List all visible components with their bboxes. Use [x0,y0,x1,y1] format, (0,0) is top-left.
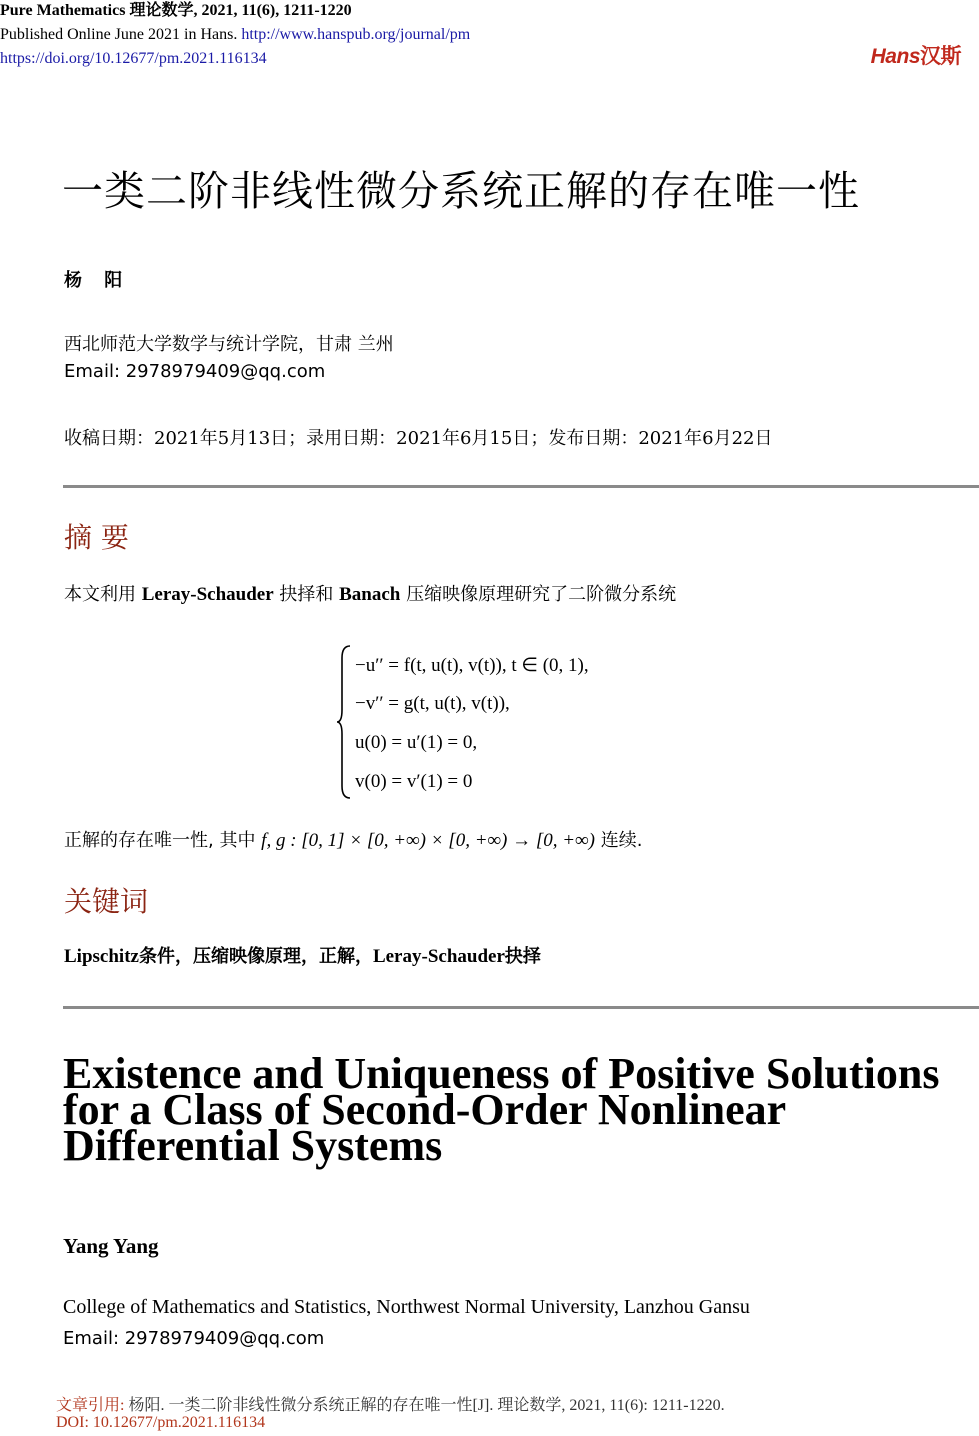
system-brace [336,644,354,800]
doi-link[interactable]: https://doi.org/10.12677/pm.2021.116134 [0,50,267,67]
en-author: Yang Yang [63,1234,159,1258]
citation-line: 文章引用: 杨阳. 一类二阶非线性微分系统正解的存在唯一性[J]. 理论数学, 2021, 11(6): 1211-1220. [56,1397,725,1414]
keywords-heading: 关键词 [64,885,149,918]
en-affiliation: College of Mathematics and Statistics, Northwest Normal University, Lanzhou Gansu [63,1296,750,1318]
doi-line: DOI: 10.12677/pm.2021.116134 [56,1414,266,1431]
en-email: Email: 2978979409@qq.com [63,1328,325,1349]
hans-logo: Hans汉斯 [870,45,961,68]
published-line [0,24,470,46]
equation-1: −u′′ = f(t, u(t), v(t)), t ∈ (0, 1), [355,655,589,676]
cn-author: 杨 阳 [64,270,131,291]
abstract-heading: 摘 要 [64,521,129,554]
cn-dates: 收稿日期：2021年5月13日；录用日期：2021年6月15日；发布日期：2021年6月22日 [64,428,773,449]
journal-link[interactable]: http://www.hanspub.org/journal/pm [241,26,471,43]
published-prefix: Published Online June 2021 in Hans. [0,26,238,43]
equation-4: v(0) = v′(1) = 0 [355,771,473,792]
journal-line: Pure Mathematics 理论数学, 2021, 11(6), 1211-1220 [0,2,352,19]
abstract-intro: 本文利用 Leray-Schauder 抉择和 Banach 压缩映像原理研究了二阶微分系统 [64,584,677,605]
en-title: Existence and Uniqueness of Positive Solutions for a Class of Second-Order Nonlinear Differential Systems [63,1049,940,1170]
equation-2: −v′′ = g(t, u(t), v(t)), [355,693,510,714]
keywords-list: Lipschitz条件，压缩映像原理，正解，Leray-Schauder抉择 [64,946,541,967]
abstract-tail: 正解的存在唯一性, 其中 f, g : [0, 1] × [0, +∞) × [0, +∞) → [0, +∞) 连续. [64,830,643,851]
divider-top [63,485,979,488]
cn-affiliation: 西北师范大学数学与统计学院，甘肃 兰州 [64,334,394,355]
cn-email: Email: 2978979409@qq.com [64,361,326,382]
cn-title: 一类二阶非线性微分系统正解的存在唯一性 [62,167,860,215]
equation-3: u(0) = u′(1) = 0, [355,732,478,753]
divider-bottom [63,1006,979,1009]
